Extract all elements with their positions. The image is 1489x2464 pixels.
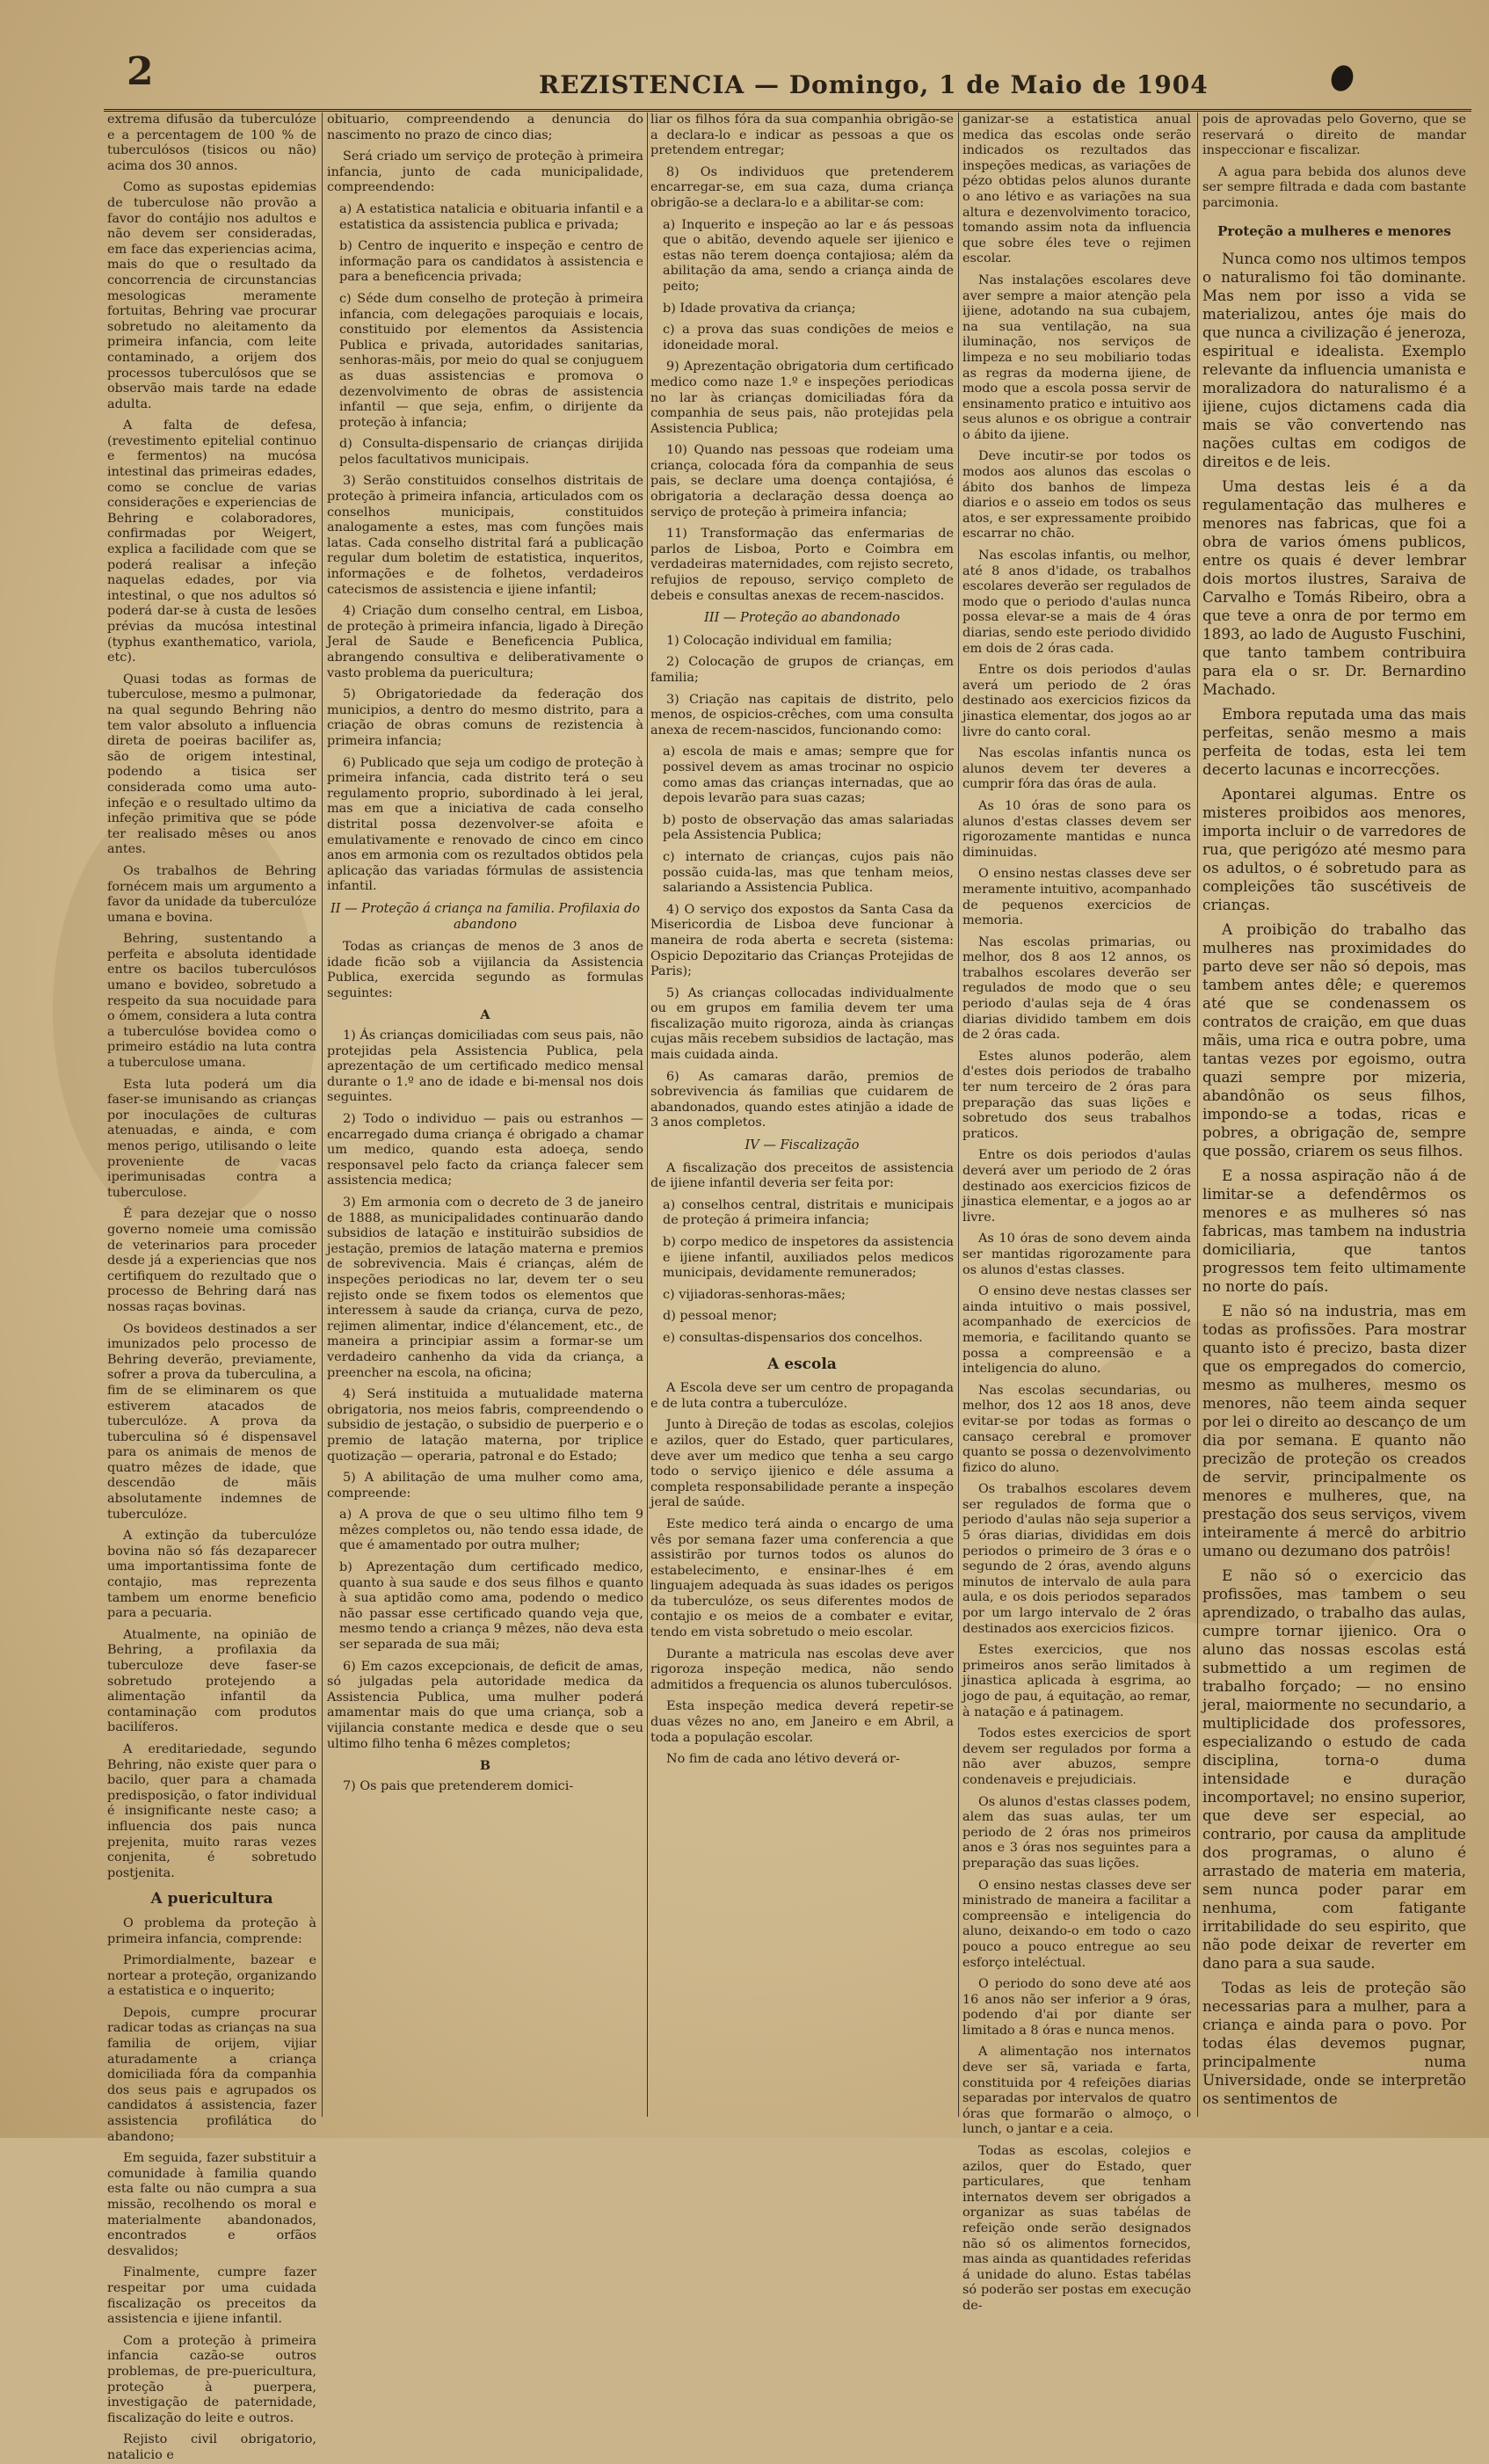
paragraph: Os bovideos destinados a ser imunizados pelo processo de Behring deverão, previamente, sofrer a prova da tuberculina, a fim de se eliminarem os que estiverem atacados de tuberculóze. A prova da tuberculina só é dispensavel para os animais de menos de quatro mêzes de idade, que descendão de mãis absolutamente indemnes de tuberculóze. [107, 1321, 316, 1522]
paragraph: 5) Obrigatoriedade da federação dos municipios, a dentro do mesmo distrito, para a criação de obras comuns de rezistencia à primeira infancia; [327, 687, 643, 748]
paragraph: O ensino deve nestas classes ser ainda intuitivo o mais possivel, acompanhado de exercicios de memoria, e facilitando quanto se possa a compreensão e a inteligencia do aluno. [962, 1284, 1191, 1377]
list-item: a) A estatistica natalicia e obituaria infantil e a estatistica da assistencia publica e privada; [339, 201, 643, 232]
column-rule [322, 113, 323, 2117]
list-item: b) Centro de inquerito e inspeção e centro de informação para os candidatos à assistencia e para a beneficencia privada; [339, 239, 643, 285]
paragraph: Primordialmente, bazear e nortear a proteção, organizando a estatistica e o inquerito; [107, 1953, 316, 1999]
paragraph: obituario, compreendendo a denuncia do nascimento no prazo de cinco dias; [327, 113, 643, 142]
paragraph: liar os filhos fóra da sua companhia obrigão-se a declara-lo e indicar as pessoas a que os pretendem entregar; [650, 113, 954, 158]
section-letter: A [480, 1007, 490, 1023]
paragraph: Este medico terá ainda o encargo de uma vês por semana fazer uma conferencia a que assistirão por turnos todos os alunos do estabelecimento, e ensinar-lhes é em linguajem adequada às suas idades os perigos da tuberculóze, os seus diferentes modos de contajio e os meios de a combater e evitar, tendo em vista sobretudo o meio escolar. [650, 1516, 954, 1640]
paragraph: E a nossa aspiração não á de limitar-se a defendêrmos os menores e as mulheres só nas fabricas, mas tambem na industria domiciliaria, que tantos progressos tem feito ultimamente no norte do país. [1202, 1166, 1466, 1295]
paragraph: Junto à Direção de todas as escolas, colejios e azilos, quer do Estado, quer particulares, deve aver um medico que tenha a seu cargo todo o serviço ijienico e déle assuma a completa responsabilidade perante a inspeção jeral de saúde. [650, 1418, 954, 1510]
paragraph: 5) A abilitação de uma mulher como ama, compreende: [327, 1471, 643, 1501]
paragraph: Nas escolas infantis nunca os alunos devem ter deveres a cumprir fóra das óras de aula. [962, 746, 1191, 792]
column-4 [962, 113, 1191, 2313]
paragraph: A Escola deve ser um centro de propaganda e de luta contra a tuberculóze. [650, 1381, 954, 1411]
column-1 [107, 113, 316, 2462]
paragraph: 1) Colocação individual em familia; [666, 633, 892, 648]
paragraph: 9) Aprezentação obrigatoria dum certificado medico como naze 1.º e inspeções periodicas no lar às crianças domiciliadas fóra da companhia de seus pais, não protejidas pela Assistencia Publica; [650, 360, 954, 436]
paragraph: Behring, sustentando a perfeita e absoluta identidade entre os bacilos tuberculósos umano e bovideo, sobretudo a respeito da sua nocuidade para o ómem, considera a luta contra a tuberculóse bovidea como o primeiro estádio na luta contra a tuberculose umana. [107, 932, 316, 1071]
paragraph: 4) O serviço dos expostos da Santa Casa da Misericordia de Lisboa deve funcionar à maneira de roda aberta e secreta (sistema: Ospicio Depozitario das Crianças Protejidas de Paris); [650, 902, 954, 979]
paragraph: Entre os dois periodos d'aulas deverá aver um periodo de 2 óras destinado aos exercicios fizicos de jinastica elementar, e a jogos ao ar livre. [962, 1148, 1191, 1225]
paragraph: Nunca como nos ultimos tempos o naturalismo foi tão dominante. Mas nem por isso a vida se materializou, antes óje mais do que nunca a civilização é jeneroza, espiritual e idealista. Exemplo relevante da influencia umanista e moralizadora do naturalismo é a ijiene, cujos dictamens cada dia mais se vão convertendo nas nações cultas em codigos de direitos e de leis. [1202, 249, 1466, 470]
paragraph: Os trabalhos de Behring fornécem mais um argumento a favor da unidade da tuberculóze umana e bovina. [107, 863, 316, 925]
section-heading: II — Proteção á criança na familia. Profilaxia do abandono [330, 901, 640, 932]
paragraph: 10) Quando nas pessoas que rodeiam uma criança, colocada fóra da companhia de seus pais, se declare uma doença contajiósa, é obrigatoria a declaração dessa doença ao serviço de proteção à primeira infancia; [650, 443, 954, 520]
paragraph: A proibição do trabalho das mulheres nas proximidades do parto deve ser não só depois, mas tambem antes dêle; e queremos até que se condenassem os contratos de craição, em que duas mãis, uma rica e outra pobre, uma tantas vezes por egoismo, outra quazi sempre por mizeria, abandônão os seus filhos, impondo-se a todas, ricas e pobres, a obrigação de, sempre que possão, criarem os seus filhos. [1202, 919, 1466, 1159]
column-2 [327, 113, 643, 2117]
section-letter: B [479, 1758, 491, 1774]
paragraph: 3) Serão constituidos conselhos distritais de proteção à primeira infancia, articulados com os conselhos municipais, constituidos analogamente a estes, mas com funções mais latas. Cada conselho distrital fará a publicação regular dum boletim de estatistica, inqueritos, informações e de folhetos, verdadeiros catecismos de assistencia e ijiene infantil; [327, 474, 643, 597]
list-item: c) Séde dum conselho de proteção à primeira infancia, com delegações paroquiais e locais, constituido por elementos da Assistencia Publica e privada, autoridades sanitarias, senhoras-mãis, por meio do qual se conjuguem as duas assistencias e promova o dezenvolvimento de obras de assistencia infantil — que seja, enfim, o dirijente da proteção à infancia; [339, 291, 643, 430]
paragraph: Quasi todas as formas de tuberculose, mesmo a pulmonar, na qual segundo Behring não tem valor absoluto a influencia direta de poeiras bacilifer as, são de origem intestinal, podendo a tisica ser considerada como uma auto-infeção e o resultado ultimo da infeção primitiva que se póde ter realisado mêses ou anos antes. [107, 672, 316, 857]
section-heading: III — Proteção ao abandonado [704, 611, 900, 626]
paragraph: E não só o exercicio das profissões, mas tambem o seu aprendizado, o trabalho das aulas, cumpre tornar ijienico. Ora o aluno das nossas escolas está submettido a um regimen de trabalho forçado; — no ensino jeral, maiormente no secundario, a multiplicidade dos professores, especializando o estudo de cada disciplina, torna-o duma intensidade e duração incomportavel; no ensino superior, que deve ser especial, ao contrario, por causa da amplitude dos programas, o aluno é arrastado de materia em materia, sem nunca poder parar em nenhuma, com fatigante irritabilidade do seu espirito, que não pode deixar de reverter em dano para a sua saude. [1202, 1566, 1466, 1972]
paragraph: Rejisto civil obrigatorio, natalicio e [107, 2432, 316, 2462]
paragraph: ganizar-se a estatistica anual medica das escolas onde serão indicados os rezultados das inspeções medicas, as variações de pézo obtidas pelos alunos durante o ano létivo e as variações na sua altura e dezenvolvimento toracico, tomando assim nota da influencia que sobre éles teve o rejimen escolar. [962, 113, 1191, 266]
paragraph: 3) Criação nas capitais de distrito, pelo menos, de ospicios-crêches, com uma consulta anexa de recem-nascidos, funcionando como: [650, 692, 954, 738]
paragraph: A falta de defesa, (revestimento epitelial continuo e fermentos) na mucósa intestinal das primeiras edades, como se conclue de varias considerações e experiencias de Behring e colaboradores, confirmadas por Weigert, explica a facilidade com que se poderá realisar a infeção naquelas edades, por via intestinal, o que nos adultos só poderá dar-se à custa de lesões prévias da mucósa intestinal (typhus exanthematico, variola, etc). [107, 418, 316, 665]
paragraph: Finalmente, cumpre fazer respeitar por uma cuidada fiscalização os preceitos da assistencia e ijiene infantil. [107, 2265, 316, 2327]
list-item: b) posto de observação das amas salariadas pela Assistencia Publica; [663, 812, 954, 843]
paragraph: O ensino nestas classes deve ser meramente intuitivo, acompanhado de pequenos exercicios de memoria. [962, 867, 1191, 928]
paragraph: Esta inspeção medica deverá repetir-se duas vêzes no ano, em Janeiro e em Abril, a toda a população escolar. [650, 1699, 954, 1745]
paragraph: 6) Em cazos excepcionais, de deficit de amas, só julgadas pela autoridade medica da Assistencia Publica, uma mulher poderá amamentar mais do que uma criança, sob a vijilancia constante medica e desde que o seu ultimo filho tenha 6 mêzes completos; [327, 1659, 643, 1751]
section-heading: A puericultura [150, 1890, 273, 1908]
paragraph: 4) Criação dum conselho central, em Lisboa, de proteção à primeira infancia, ligado à Direção Jeral de Saude e Beneficencia Publica, abrangendo consultiva e deliberativamente o vasto problema da puericultura; [327, 604, 643, 680]
list-item: d) Consulta-dispensario de crianças dirijida pelos facultativos municipais. [339, 437, 643, 467]
paragraph: Estes exercicios, que nos primeiros anos serão limitados à jinastica aplicada à esgrima, ao jogo de pau, á equitação, ao remar, à natação e á patinagem. [962, 1643, 1191, 1719]
column-rule [958, 113, 959, 2117]
paragraph: 2) Todo o individuo — pais ou estranhos — encarregado duma criança é obrigado a chamar um medico, quando esta adoeça, sendo responsavel pelo facto da criança falecer sem assistencia medica; [327, 1112, 643, 1188]
column-rule [1197, 113, 1198, 2117]
paragraph: Todas as crianças de menos de 3 anos de idade ficão sob a vijilancia da Assistencia Publica, exercida segundo as formulas seguintes: [327, 940, 643, 1000]
paragraph: Com a proteção à primeira infancia cazão-se outros problemas, de pre-puericultura, proteção à puerpera, investigação de paternidade, fiscalização do leite e outros. [107, 2333, 316, 2425]
paragraph: A alimentação nos internatos deve ser sã, variada e farta, constituida por 4 refeições diarias separadas por intervalos de quatro óras que formarão o almoço, o lunch, o jantar e a ceia. [962, 2045, 1191, 2137]
paragraph: A agua para bebida dos alunos deve ser sempre filtrada e dada com bastante parcimonia. [1202, 164, 1466, 210]
paragraph: Nas instalações escolares deve aver sempre a maior atenção pela ijiene, adotando na sua cubajem, na sua ventilação, na sua iluminação, nos serviços de limpeza e no seu mobiliario todas as regras da moderna ijiene, de modo que a escola possa servir de ensinamento pratico e intuitivo aos seus alunos e os obrigue a contrair o ábito da ijiene. [962, 273, 1191, 442]
list-item: b) Aprezentação dum certificado medico, quanto à sua saude e dos seus filhos e quanto à sua aptidão como ama, podendo o medico não passar esse certificado quando veja que, mesmo tendo a criança 9 mêzes, não deva esta ser separada de sua mãi; [339, 1560, 643, 1653]
paragraph: Em seguida, fazer substituir a comunidade à familia quando esta falte ou não cumpra a sua missão, recolhendo os moral e materialmente abandonados, encontrados e orfãos desvalidos; [107, 2151, 316, 2258]
paragraph: Todos estes exercicios de sport devem ser regulados por forma a não aver abuzos, sempre condenaveis e prejudiciais. [962, 1726, 1191, 1787]
list-item: e) consultas-dispensarios dos concelhos. [663, 1330, 923, 1345]
paragraph: Como as supostas epidemias de tuberculose não provão a favor do contájio nos adultos e não devem ser consideradas, em face das experiencias acima, mais do que o resultado da concorrencia de circunstancias mesologicas meramente fortuitas, Behring vae procurar sobretudo no aleitamento da primeira infancia, com leite contaminado, a orijem dos processos tuberculósos que se observão mais tarde na edade adulta. [107, 180, 316, 411]
paragraph: As 10 óras de sono devem ainda ser mantidas rigorozamente para os alunos d'estas classes. [962, 1232, 1191, 1277]
paragraph: A ereditariedade, segundo Behring, não existe quer para o bacilo, quer para a chamada predisposição, o fator individual é insignificante neste caso; a influencia dos pais nunca prejenita, muito raras vezes conjenita, é sobretudo postjenita. [107, 1741, 316, 1880]
list-item: d) pessoal menor; [663, 1309, 778, 1324]
paragraph: 8) Os individuos que pretenderem encarregar-se, em sua caza, duma criança obrigão-se a declara-lo e a abilitar-se com: [650, 164, 954, 210]
column-3 [650, 113, 954, 2117]
list-item: a) conselhos central, distritais e municipais de proteção á primeira infancia; [663, 1197, 954, 1228]
paragraph: 2) Colocação de grupos de crianças, em familia; [650, 655, 954, 685]
paragraph: 11) Transformação das enfermarias de parlos de Lisboa, Porto e Coimbra em verdadeiras maternidades, com rejisto secreto, refujios de repouso, serviço completo de debeis e consultas anexas de recem-nascidos. [650, 527, 954, 603]
paragraph: 6) As camaras darão, premios de sobrevivencia ás familias que cuidarem de abandonados, quando estes atinjão a idade de 3 anos completos. [650, 1069, 954, 1130]
paragraph: Nas escolas primarias, ou melhor, dos 8 aos 12 annos, os trabalhos escolares deverão ser regulados de modo que o seu periodo d'aulas seja de 4 óras diarias dividido tambem em dois de 2 óras cada. [962, 934, 1191, 1043]
column-5 [1202, 113, 1466, 2117]
paragraph: 3) Em armonia com o decreto de 3 de janeiro de 1888, as municipalidades continuarão dando subsidios de latação e instituirão subsidios de jestação, premios de latação materna e premios de sobrevivencia. Mais é crianças, além de inspeções periodicas no lar, devem ter o seu rejisto onde se fixem todos os elementos que interessem à saude da criança, curva de pezo, rejimen alimentar, indice d'élancement, etc., de maneira a principiar assim a formar-se um verdadeiro canhenho da vida da criança, a preencher na escola, na oficina; [327, 1196, 643, 1380]
paragraph: Todas as escolas, colejios e azilos, quer do Estado, quer particulares, que tenham internatos devem ser obrigados a organizar as suas tabélas de refeição onde serão designados não só os alimentos fornecidos, mas ainda as quantidades referidas á unidade do aluno. Estas tabélas só poderão ser postas em execução de- [962, 2144, 1191, 2313]
paragraph: Durante a matricula nas escolas deve aver rigoroza inspeção medica, não sendo admitidos a frequencia os alunos tuberculósos. [650, 1646, 954, 1692]
paragraph: A extinção da tuberculóze bovina não só fás dezaparecer uma importantissima fonte de contajio, mas reprezenta tambem um enorme beneficio para a pecuaria. [107, 1529, 316, 1621]
list-item: c) internato de crianças, cujos pais não possão cuida-las, mas que tenham meios, salariando a Assistencia Publica. [663, 849, 954, 896]
page-number: 2 [127, 49, 154, 94]
paragraph: Estes alunos poderão, alem d'estes dois periodos de trabalho ter num terceiro de 2 óras para preparação das suas lições e sobretudo dos seus trabalhos praticos. [962, 1049, 1191, 1141]
list-item: c) vijiadoras-senhoras-mães; [663, 1287, 846, 1302]
paragraph: Os alunos d'estas classes podem, alem das suas aulas, ter um periodo de 2 óras nos primeiros anos e 3 óras nos seguintes para a preparação das suas lições. [962, 1794, 1191, 1871]
column-rule [647, 113, 648, 2117]
section-heading: Proteção a mulheres e menores [1217, 222, 1451, 239]
paragraph: 5) As crianças collocadas individualmente ou em grupos em familia devem ter uma fiscalização muito rigoroza, ainda às crianças cujas mãis recebem subsidios de lactação, mas mais cuidada ainda. [650, 985, 954, 1063]
list-item: a) Inquerito e inspeção ao lar e ás pessoas que o abitão, devendo aquele ser ijienico e estas não terem doença contajiosa; além da abilitação da ama, sendo a criança ainda de peito; [663, 217, 954, 294]
paragraph: Embora reputada uma das mais perfeitas, senão mesmo a mais perfeita de todas, esta lei tem decerto lacunas e incorrecções. [1202, 704, 1466, 778]
paragraph: O periodo do sono deve até aos 16 anos não ser inferior a 9 óras, podendo d'ai por diante ser limitado a 8 óras e nunca menos. [962, 1977, 1191, 2038]
list-item: c) a prova das suas condições de meios e idoneidade moral. [663, 323, 954, 353]
paragraph: O problema da proteção à primeira infancia, comprende: [107, 1915, 316, 1946]
paragraph: 7) Os pais que pretenderem domici- [343, 1778, 574, 1793]
paragraph: Os trabalhos escolares devem ser regulados de forma que o periodo d'aulas não seja superior a 5 óras diarias, divididas em dois periodos o primeiro de 3 óras e o segundo de 2 óras, avendo alguns minutos de intervalo de aula para aula, e os dois periodos separados por um largo intervalo de 2 óras destinados aos exercicios fizicos. [962, 1482, 1191, 1636]
paragraph: No fim de cada ano létivo deverá or- [666, 1752, 900, 1767]
list-item: a) A prova de que o seu ultimo filho tem 9 mêzes completos ou, não tendo essa idade, de que é amamentado por outra mulher; [339, 1508, 643, 1553]
paragraph: E não só na industria, mas em todas as profissões. Para mostrar quanto isto é precizo, basta dizer que os empregados do comercio, mesmo as mulheres, mesmo os menores, não teem ainda sequer por lei o direito ao descanço de um dia por semana. E quanto não precizão de proteção os creados de servir, principalmente os menores e mulheres, que, na prestação dos seus serviços, vivem inteiramente á mercê do arbitrio umano ou dezumano dos patrôis! [1202, 1301, 1466, 1559]
paragraph: Todas as leis de proteção são necessarias para a mulher, para a criança e ainda para o povo. Por todas élas devemos pugnar, principalmente numa Universidade, onde se interpretão os sentimentos de [1202, 1978, 1466, 2107]
paragraph: As 10 óras de sono para os alunos d'estas classes devem ser rigorozamente mantidas e nunca diminuidas. [962, 798, 1191, 860]
paragraph: Apontarei algumas. Entre os misteres proibidos aos menores, importa incluir o de varredores de rua, que perigózo até mesmo para os adultos, o é sobretudo para as compleições tão suscétiveis de crianças. [1202, 784, 1466, 913]
paragraph: pois de aprovadas pelo Governo, que se reservará o direito de mandar inspeccionar e fiscalizar. [1202, 113, 1466, 158]
masthead: REZISTENCIA — Domingo, 1 de Maio de 1904 [539, 70, 1209, 99]
paragraph: Esta luta poderá um dia faser-se imunisando as crianças por inoculações de culturas atenuadas, e ainda, e com menos perigo, utilisando o leite proveniente de vacas iperimunisadas contra a tuberculose. [107, 1077, 316, 1200]
paragraph: Entre os dois periodos d'aulas averá um periodo de 2 óras destinado aos exercicios fizicos da jinastica elementar, dos jogos ao ar livre do canto coral. [962, 663, 1191, 739]
paragraph: 6) Publicado que seja um codigo de proteção à primeira infancia, cada distrito terá o seu regulamento proprio, subordinado à lei jeral, mas em que a iniciativa de cada conselho distrital possa dezenvolver-se afoita e emulativamente e renovado de cinco em cinco anos em armonia com os rezultados obtidos pela aplicação das variadas fórmulas de assistencia infantil. [327, 755, 643, 894]
paragraph: Depois, cumpre procurar radicar todas as crianças na sua familia de orijem, vijiar aturadamente a criança domiciliada fóra da companhia dos seus pais e agrupados os candidatos á assistencia, fazer assistencia profilática do abandono; [107, 2005, 316, 2144]
page-header [104, 51, 1471, 112]
paragraph: Será criado um serviço de proteção à primeira infancia, junto de cada municipalidade, compreendendo: [327, 149, 643, 195]
paragraph: 1) Ás crianças domiciliadas com seus pais, não protejidas pela Assistencia Publica, pela aprezentação de um certificado medico mensal durante o 1.º ano de idade e bi-mensal nos dois seguintes. [327, 1028, 643, 1105]
paragraph: Nas escolas secundarias, ou melhor, dos 12 aos 18 anos, deve evitar-se por todas as formas o cansaço cerebral e promover quanto se possa o dezenvolvimento fizico do aluno. [962, 1383, 1191, 1475]
paragraph: 4) Será instituida a mutualidade materna obrigatoria, nos meios fabris, compreendendo o subsidio de jestação, o subsidio de puerperio e o premio de latação materna, por triplice quotização — operaria, patronal e do Estado; [327, 1387, 643, 1464]
article-body [1202, 250, 1466, 2108]
paragraph: A fiscalização dos preceitos de assistencia de ijiene infantil deveria ser feita por: [650, 1160, 954, 1191]
list-item: b) corpo medico de inspetores da assistencia e ijiene infantil, auxiliados pelos medicos municipais, devidamente remunerados; [663, 1235, 954, 1281]
list-item: b) Idade provativa da criança; [663, 301, 856, 316]
section-heading: A escola [767, 1355, 837, 1373]
paragraph: Nas escolas infantis, ou melhor, até 8 anos d'idade, os trabalhos escolares deverão ser regulados de modo que o periodo d'aulas nunca possa elevar-se a mais de 4 óras diarias, sendo este periodo dividido em dois de 2 óras cada. [962, 549, 1191, 656]
list-item: a) escola de mais e amas; sempre que for possivel devem as amas trocinar no ospicio como amas das crianças internadas, que ao depois levarão para suas cazas; [663, 745, 954, 806]
paragraph: extrema difusão da tuberculóze e a percentagem de 100 % de tuberculósos (tisicos ou não) acima dos 30 annos. [107, 113, 316, 173]
paragraph: Atualmente, na opinião de Behring, a profilaxia da tuberculoze deve faser-se sobretudo protejendo a alimentação infantil da contaminação com produtos bacilíferos. [107, 1627, 316, 1735]
paragraph: Uma destas leis é a da regulamentação das mulheres e menores nas fabricas, que foi a obra de varios ómens publicos, entre os quais é dever lembrar dois mortos ilustres, Saraiva de Carvalho e Tomás Ribeiro, obra a que teve a onra de por termo em 1893, ao lado de Augusto Fuschini, que tanto tambem contribuira para ela o sr. Dr. Bernardino Machado. [1202, 476, 1466, 698]
paragraph: O ensino nestas classes deve ser ministrado de maneira a facilitar a compreensão e inteligencia do aluno, deixando-o em todo o cazo pouco a pouco entregue ao seu esforço inteléctual. [962, 1878, 1191, 1970]
paragraph: Deve incutir-se por todos os modos aos alunos das escolas o ábito dos banhos de limpeza diarios e o asseio em todos os seus atos, e ser expressamente proibido escarrar no chão. [962, 449, 1191, 541]
paragraph: É para dezejar que o nosso governo nomeie uma comissão de veterinarios para proceder desde já a experiencias que nos certifiquem do rezultado que o processo de Behring dará nas nossas raças bovinas. [107, 1207, 316, 1314]
section-heading: IV — Fiscalização [744, 1138, 860, 1153]
